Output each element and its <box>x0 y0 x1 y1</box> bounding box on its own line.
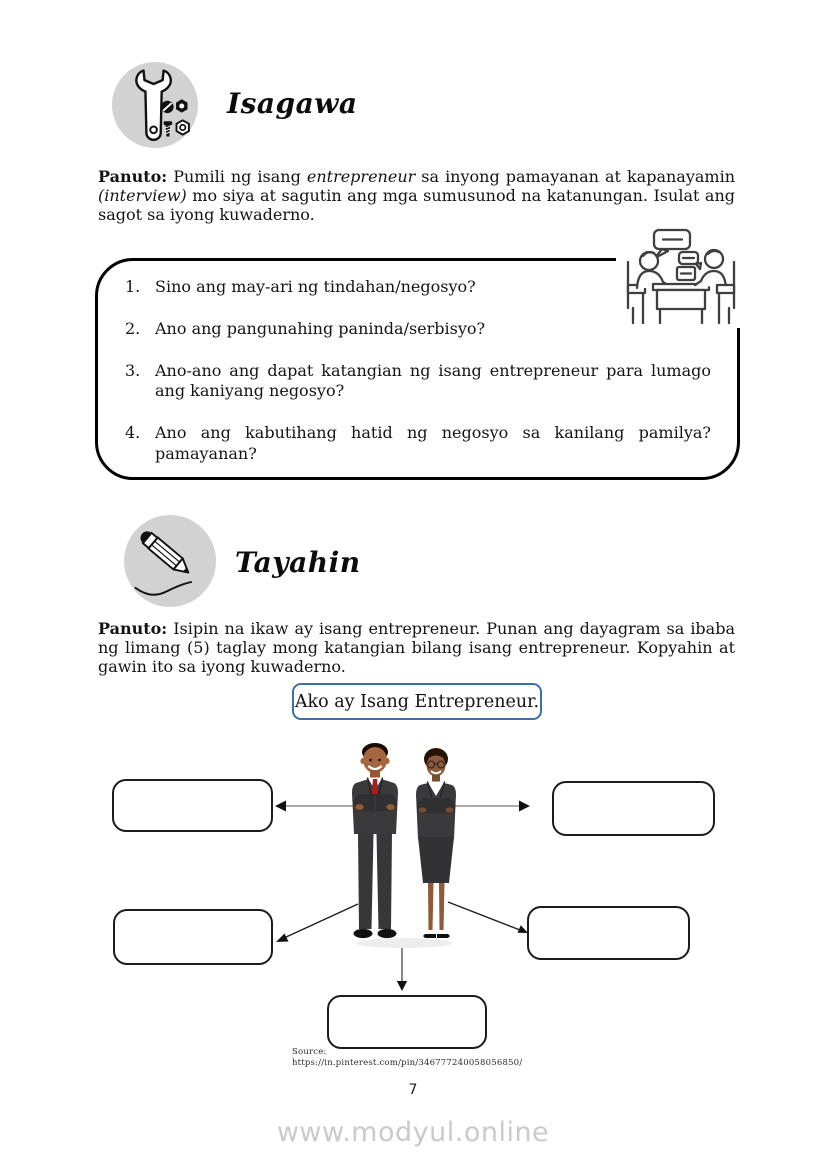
question-item: 2. Ano ang pangunahing paninda/serbisyo? <box>125 318 486 338</box>
isagawa-heading: Isagawa <box>227 87 358 120</box>
question-item: 1. Sino ang may-ari ng tindahan/negosyo? <box>125 277 476 296</box>
blank-answer-box-5 <box>327 995 487 1049</box>
site-watermark: www.modyul.online <box>276 1117 550 1148</box>
tayahin-instructions: Panuto: Isipin na ikaw ay isang entrepreneur. Punan ang dayagram sa ibaba ng limang (5) taglay mong katangian bilang isang entrepreneur. Kopyahin at gawin ito sa iyong kuwaderno. <box>98 619 735 677</box>
page-number: 7 <box>408 1082 418 1098</box>
isagawa-instructions: Panuto: Pumili ng isang entrepreneur sa inyong pamayanan at kapanayamin (interview) mo siya at sagutin ang mga sumusunod na katanungan. Isulat ang sagot sa iyong kuwaderno. <box>98 167 735 225</box>
entrepreneurs-figure-image <box>330 737 480 952</box>
blank-answer-box-1 <box>112 779 273 832</box>
panuto-label: Panuto: <box>98 167 168 186</box>
tayahin-heading: Tayahin <box>235 546 361 579</box>
blank-answer-box-2 <box>552 781 715 836</box>
interview-illustration-icon <box>616 226 746 328</box>
source-label: Source: <box>292 1047 327 1057</box>
blank-answer-box-3 <box>113 909 273 965</box>
image-source-note <box>292 1047 522 1069</box>
businessman-figure <box>352 743 398 938</box>
tayahin-section-icon <box>124 515 216 607</box>
diagram-center-title-box <box>292 683 542 720</box>
blank-answer-box-4 <box>527 906 690 960</box>
businesswoman-figure <box>416 748 456 938</box>
source-url: https://in.pinterest.com/pin/346777240058056850/ <box>292 1058 523 1069</box>
question-item: 3. Ano-ano ang dapat katangian ng isang entrepreneur para lumago ang kaniyang negosyo? <box>125 360 711 401</box>
diagram-center-title: Ako ay Isang Entrepreneur. <box>294 691 540 712</box>
isagawa-section-icon <box>112 62 198 148</box>
question-item: 4. Ano ang kabutihang hatid ng negosyo sa kanilang pamilya? pamayanan? <box>125 423 711 463</box>
panuto-label: Panuto: <box>98 619 168 638</box>
